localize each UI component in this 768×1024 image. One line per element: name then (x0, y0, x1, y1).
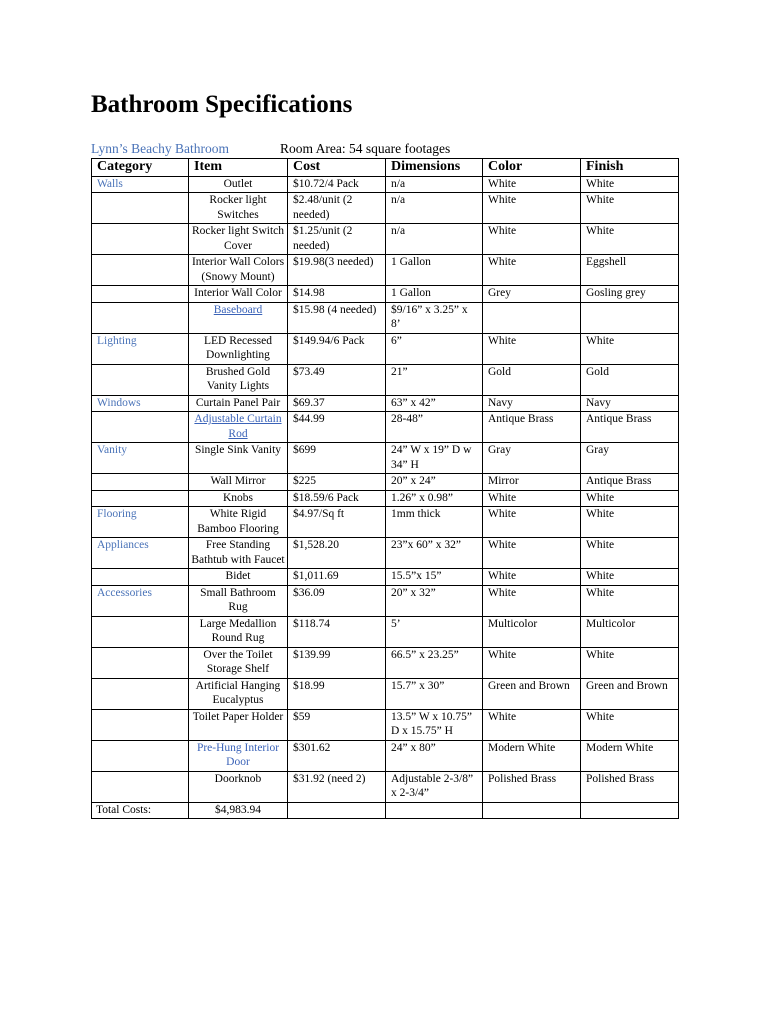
color-cell: Navy (483, 395, 581, 412)
finish-cell: Antique Brass (581, 412, 679, 443)
color-cell: Grey (483, 286, 581, 303)
cost-cell: $10.72/4 Pack (288, 176, 386, 193)
dimensions-cell: n/a (386, 176, 483, 193)
cost-cell: $4.97/Sq ft (288, 507, 386, 538)
category-cell (92, 771, 189, 802)
item-cell: Artificial Hanging Eucalyptus (189, 678, 288, 709)
color-cell: Green and Brown (483, 678, 581, 709)
color-cell: White (483, 490, 581, 507)
cost-cell: $2.48/unit (2 needed) (288, 193, 386, 224)
category-cell: Appliances (92, 538, 189, 569)
category-cell (92, 474, 189, 491)
dimensions-cell: $9/16” x 3.25” x 8’ (386, 302, 483, 333)
color-cell: Gold (483, 364, 581, 395)
table-row (92, 740, 679, 771)
dimensions-cell: 28-48” (386, 412, 483, 443)
specifications-table (91, 158, 679, 819)
item-cell: Doorknob (189, 771, 288, 802)
table-row (92, 647, 679, 678)
category-cell (92, 709, 189, 740)
cost-cell: $15.98 (4 needed) (288, 302, 386, 333)
total-row (92, 802, 679, 819)
category-cell (92, 193, 189, 224)
color-cell: Modern White (483, 740, 581, 771)
dimensions-cell: Adjustable 2-3/8” x 2-3/4” (386, 771, 483, 802)
category-cell: Accessories (92, 585, 189, 616)
dimensions-cell: 1.26” x 0.98” (386, 490, 483, 507)
table-row (92, 585, 679, 616)
dimensions-cell: n/a (386, 224, 483, 255)
header-row (92, 159, 679, 177)
header-cost: Cost (288, 159, 386, 177)
total-empty-cell (288, 802, 386, 819)
color-cell: Gray (483, 443, 581, 474)
color-cell: White (483, 709, 581, 740)
table-row (92, 771, 679, 802)
color-cell: White (483, 333, 581, 364)
color-cell: White (483, 585, 581, 616)
finish-cell: Green and Brown (581, 678, 679, 709)
color-cell: White (483, 224, 581, 255)
item-cell: Single Sink Vanity (189, 443, 288, 474)
finish-cell: Gold (581, 364, 679, 395)
table-row (92, 412, 679, 443)
finish-cell: White (581, 538, 679, 569)
dimensions-cell: 1 Gallon (386, 286, 483, 303)
item-cell: Interior Wall Color (189, 286, 288, 303)
dimensions-cell: 20” x 24” (386, 474, 483, 491)
color-cell: White (483, 538, 581, 569)
finish-cell: White (581, 507, 679, 538)
cost-cell: $36.09 (288, 585, 386, 616)
cost-cell: $69.37 (288, 395, 386, 412)
table-row (92, 224, 679, 255)
item-cell: Knobs (189, 490, 288, 507)
category-cell (92, 364, 189, 395)
cost-cell: $18.99 (288, 678, 386, 709)
item-cell: White Rigid Bamboo Flooring (189, 507, 288, 538)
category-cell: Flooring (92, 507, 189, 538)
cost-cell: $19.98(3 needed) (288, 255, 386, 286)
finish-cell: Gosling grey (581, 286, 679, 303)
color-cell: Polished Brass (483, 771, 581, 802)
category-cell (92, 255, 189, 286)
dimensions-cell: 21” (386, 364, 483, 395)
finish-cell: Antique Brass (581, 474, 679, 491)
category-cell (92, 678, 189, 709)
dimensions-cell: 20” x 32” (386, 585, 483, 616)
dimensions-cell: n/a (386, 193, 483, 224)
finish-cell: White (581, 585, 679, 616)
cost-cell: $18.59/6 Pack (288, 490, 386, 507)
cost-cell: $225 (288, 474, 386, 491)
cost-cell: $73.49 (288, 364, 386, 395)
header-dimensions: Dimensions (386, 159, 483, 177)
color-cell: Mirror (483, 474, 581, 491)
room-area: Room Area: 54 square footages (280, 141, 451, 156)
category-cell: Walls (92, 176, 189, 193)
cost-cell: $44.99 (288, 412, 386, 443)
category-cell: Windows (92, 395, 189, 412)
category-cell (92, 224, 189, 255)
dimensions-cell: 23”x 60” x 32” (386, 538, 483, 569)
table-row (92, 395, 679, 412)
header-finish: Finish (581, 159, 679, 177)
table-row (92, 507, 679, 538)
dimensions-cell: 5’ (386, 616, 483, 647)
item-link[interactable]: Adjustable Curtain Rod (189, 412, 288, 443)
subtitle-line (91, 141, 451, 157)
color-cell: White (483, 176, 581, 193)
color-cell: White (483, 255, 581, 286)
finish-cell: White (581, 709, 679, 740)
item-cell: Bidet (189, 569, 288, 586)
header-color: Color (483, 159, 581, 177)
finish-cell (581, 302, 679, 333)
color-cell: White (483, 647, 581, 678)
item-cell: Large Medallion Round Rug (189, 616, 288, 647)
total-empty-cell (581, 802, 679, 819)
finish-cell: White (581, 647, 679, 678)
finish-cell: Gray (581, 443, 679, 474)
dimensions-cell: 63” x 42” (386, 395, 483, 412)
table-row (92, 616, 679, 647)
cost-cell: $1,011.69 (288, 569, 386, 586)
table-row (92, 333, 679, 364)
finish-cell: White (581, 569, 679, 586)
dimensions-cell: 1 Gallon (386, 255, 483, 286)
item-cell: Over the Toilet Storage Shelf (189, 647, 288, 678)
table-row (92, 474, 679, 491)
finish-cell: White (581, 193, 679, 224)
table-row (92, 302, 679, 333)
item-link[interactable]: Pre-Hung Interior Door (189, 740, 288, 771)
table-row (92, 569, 679, 586)
cost-cell: $118.74 (288, 616, 386, 647)
finish-cell: White (581, 224, 679, 255)
item-cell: Outlet (189, 176, 288, 193)
cost-cell: $59 (288, 709, 386, 740)
finish-cell: Polished Brass (581, 771, 679, 802)
item-cell: Rocker light Switch Cover (189, 224, 288, 255)
cost-cell: $301.62 (288, 740, 386, 771)
table-body (92, 176, 679, 802)
color-cell: Antique Brass (483, 412, 581, 443)
category-cell (92, 740, 189, 771)
item-cell: LED Recessed Downlighting (189, 333, 288, 364)
category-cell (92, 616, 189, 647)
category-cell (92, 286, 189, 303)
total-empty-cell (386, 802, 483, 819)
table-row (92, 364, 679, 395)
table-row (92, 286, 679, 303)
cost-cell: $1,528.20 (288, 538, 386, 569)
cost-cell: $149.94/6 Pack (288, 333, 386, 364)
table-row (92, 176, 679, 193)
finish-cell: Navy (581, 395, 679, 412)
category-cell: Vanity (92, 443, 189, 474)
finish-cell: Modern White (581, 740, 679, 771)
dimensions-cell: 15.5”x 15” (386, 569, 483, 586)
item-cell: Wall Mirror (189, 474, 288, 491)
table-row (92, 709, 679, 740)
finish-cell: White (581, 176, 679, 193)
color-cell: White (483, 569, 581, 586)
color-cell: Multicolor (483, 616, 581, 647)
item-cell: Free Standing Bathtub with Faucet (189, 538, 288, 569)
category-cell (92, 490, 189, 507)
cost-cell: $31.92 (need 2) (288, 771, 386, 802)
table-row (92, 255, 679, 286)
item-cell: Interior Wall Colors (Snowy Mount) (189, 255, 288, 286)
category-cell: Lighting (92, 333, 189, 364)
color-cell (483, 302, 581, 333)
color-cell: White (483, 193, 581, 224)
header-item: Item (189, 159, 288, 177)
dimensions-cell: 24” W x 19” D w 34” H (386, 443, 483, 474)
table-row (92, 538, 679, 569)
item-cell: Rocker light Switches (189, 193, 288, 224)
cost-cell: $699 (288, 443, 386, 474)
page-title: Bathroom Specifications (91, 91, 353, 118)
color-cell: White (483, 507, 581, 538)
cost-cell: $1.25/unit (2 needed) (288, 224, 386, 255)
table-row (92, 443, 679, 474)
item-cell: Brushed Gold Vanity Lights (189, 364, 288, 395)
total-empty-cell (483, 802, 581, 819)
total-label: Total Costs: (92, 802, 189, 819)
dimensions-cell: 24” x 80” (386, 740, 483, 771)
table-row (92, 193, 679, 224)
category-cell (92, 302, 189, 333)
dimensions-cell: 6” (386, 333, 483, 364)
cost-cell: $14.98 (288, 286, 386, 303)
dimensions-cell: 13.5” W x 10.75” D x 15.75” H (386, 709, 483, 740)
finish-cell: White (581, 333, 679, 364)
category-cell (92, 412, 189, 443)
dimensions-cell: 66.5” x 23.25” (386, 647, 483, 678)
item-cell: Toilet Paper Holder (189, 709, 288, 740)
dimensions-cell: 15.7” x 30” (386, 678, 483, 709)
item-link[interactable]: Baseboard (189, 302, 288, 333)
table-row (92, 490, 679, 507)
finish-cell: Eggshell (581, 255, 679, 286)
finish-cell: Multicolor (581, 616, 679, 647)
cost-cell: $139.99 (288, 647, 386, 678)
category-cell (92, 569, 189, 586)
category-cell (92, 647, 189, 678)
header-category: Category (92, 159, 189, 177)
dimensions-cell: 1mm thick (386, 507, 483, 538)
item-cell: Small Bathroom Rug (189, 585, 288, 616)
item-cell: Curtain Panel Pair (189, 395, 288, 412)
table-row (92, 678, 679, 709)
total-value: $4,983.94 (189, 802, 288, 819)
room-name: Lynn’s Beachy Bathroom (91, 141, 229, 156)
finish-cell: White (581, 490, 679, 507)
